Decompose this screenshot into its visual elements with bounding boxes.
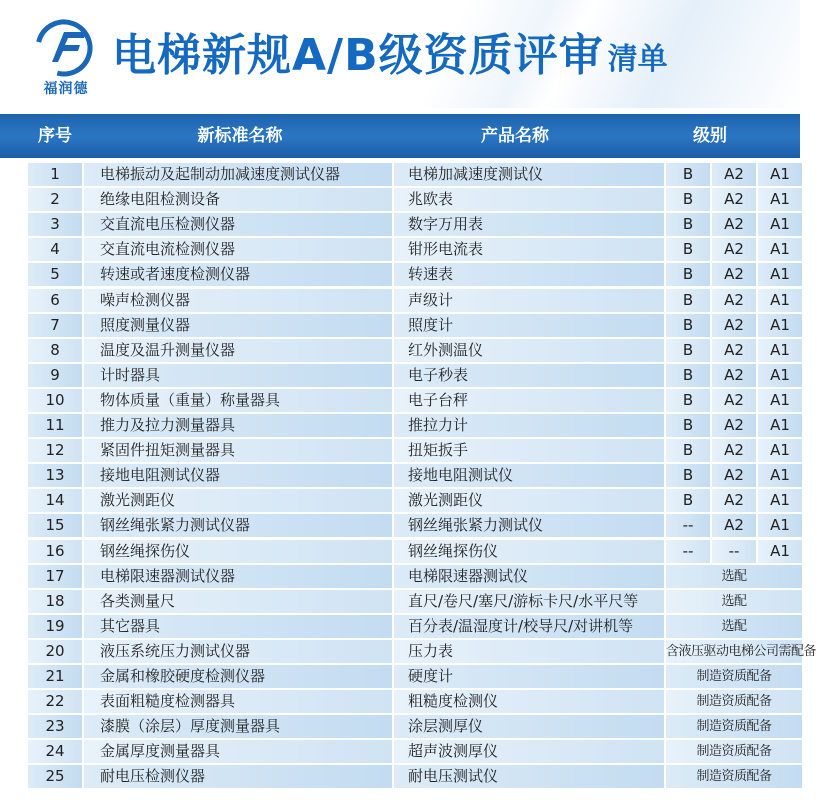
table-row [28,564,774,589]
level-b: B [666,339,710,362]
level-note: 制造资质配备 [666,740,802,763]
level-b: B [666,289,710,312]
table-row [28,413,790,438]
table-row [28,689,774,714]
title-main: 电梯新规A/B级资质评审 [112,30,604,81]
level-a1: A1 [758,414,802,437]
table-row [28,438,790,463]
standard-name: 交直流电压检测仪器 [84,213,392,236]
standard-name: 推力及拉力测量器具 [84,414,392,437]
standard-name: 照度测量仪器 [84,314,392,337]
product-name: 涂层测厚仪 [394,715,664,738]
row-number: 24 [28,740,82,763]
level-a1: A1 [758,464,802,487]
table-row [28,388,790,413]
level-a2: -- [712,540,756,563]
table-row [28,162,790,187]
table-row [28,513,790,538]
row-number: 5 [28,263,82,286]
level-note: 选配 [666,565,802,588]
row-number: 19 [28,615,82,638]
row-number: 13 [28,464,82,487]
logo-text: 福润德 [43,81,89,97]
row-number: 16 [28,540,82,563]
product-name: 照度计 [394,314,664,337]
standard-name: 转速或者速度检测仪器 [84,263,392,286]
standard-name: 钢丝绳探伤仪 [84,540,392,563]
table-row [28,338,790,363]
standard-name: 金属厚度测量器具 [84,740,392,763]
row-number: 12 [28,439,82,462]
page-header [0,0,800,108]
product-name: 钢丝绳探伤仪 [394,540,664,563]
level-note: 选配 [666,615,802,638]
row-number: 23 [28,715,82,738]
col-header-product: 产品名称 [481,126,549,146]
level-b: -- [666,540,710,563]
standard-name: 表面粗糙度检测器具 [84,690,392,713]
standard-name: 噪声检测仪器 [84,289,392,312]
level-b: B [666,314,710,337]
standard-name: 其它器具 [84,615,392,638]
level-a2: A2 [712,339,756,362]
row-number: 21 [28,665,82,688]
product-name: 钳形电流表 [394,238,664,261]
row-number: 20 [28,640,82,663]
title-suffix: 清单 [607,42,668,77]
standard-name: 电梯振动及起制动加减速度测试仪器 [84,163,392,186]
product-name: 红外测温仪 [394,339,664,362]
level-a1: A1 [758,364,802,387]
col-header-level: 级别 [693,126,727,146]
level-b: B [666,263,710,286]
standard-name: 各类测量尺 [84,590,392,613]
row-number: 2 [28,188,82,211]
level-a1: A1 [758,339,802,362]
level-a2: A2 [712,514,756,537]
level-a1: A1 [758,514,802,537]
table-row [28,363,790,388]
product-name: 激光测距仪 [394,489,664,512]
product-name: 推拉力计 [394,414,664,437]
standard-name: 电梯限速器测试仪器 [84,565,392,588]
table-row [28,488,790,513]
level-a1: A1 [758,188,802,211]
level-note: 制造资质配备 [666,715,802,738]
standard-name: 绝缘电阻检测设备 [84,188,392,211]
row-number: 15 [28,514,82,537]
logo-icon [34,18,98,76]
table-header [0,114,800,158]
col-header-name: 新标准名称 [197,126,283,146]
standard-name: 液压系统压力测试仪器 [84,640,392,663]
standard-name: 紧固件扭矩测量器具 [84,439,392,462]
level-a2: A2 [712,464,756,487]
level-a2: A2 [712,364,756,387]
table-row [28,764,774,789]
level-a2: A2 [712,188,756,211]
table-row [28,639,816,664]
level-a2: A2 [712,213,756,236]
level-a1: A1 [758,238,802,261]
level-a2: A2 [712,489,756,512]
level-a2: A2 [712,389,756,412]
level-b: B [666,489,710,512]
level-b: B [666,439,710,462]
product-name: 接地电阻测试仪 [394,464,664,487]
row-number: 8 [28,339,82,362]
table-row [28,187,790,212]
product-name: 超声波测厚仪 [394,740,664,763]
product-name: 数字万用表 [394,213,664,236]
level-note: 制造资质配备 [666,765,802,788]
row-number: 25 [28,765,82,788]
level-b: B [666,238,710,261]
level-a1: A1 [758,213,802,236]
level-b: B [666,464,710,487]
standard-name: 漆膜（涂层）厚度测量器具 [84,715,392,738]
product-name: 扭矩扳手 [394,439,664,462]
product-name: 电子秒表 [394,364,664,387]
table-row [28,539,790,564]
level-a1: A1 [758,439,802,462]
product-name: 钢丝绳张紧力测试仪 [394,514,664,537]
level-note: 制造资质配备 [666,690,802,713]
level-a2: A2 [712,238,756,261]
level-a1: A1 [758,489,802,512]
standard-name: 耐电压检测仪器 [84,765,392,788]
product-name: 百分表/温湿度计/校导尺/对讲机等 [394,615,664,638]
product-name: 压力表 [394,640,664,663]
level-b: B [666,364,710,387]
product-name: 直尺/卷尺/塞尺/游标卡尺/水平尺等 [394,590,664,613]
col-header-no: 序号 [38,126,72,146]
product-name: 硬度计 [394,665,664,688]
table-row [28,714,774,739]
level-a2: A2 [712,314,756,337]
level-b: B [666,389,710,412]
product-name: 兆欧表 [394,188,664,211]
level-a1: A1 [758,263,802,286]
company-logo [34,18,98,102]
standard-name: 交直流电流检测仪器 [84,238,392,261]
standard-name: 物体质量（重量）称量器具 [84,389,392,412]
level-note: 选配 [666,590,802,613]
product-name: 粗糙度检测仪 [394,690,664,713]
product-name: 声级计 [394,289,664,312]
row-number: 1 [28,163,82,186]
standard-name: 钢丝绳张紧力测试仪器 [84,514,392,537]
level-b: -- [666,514,710,537]
table-row [28,664,774,689]
product-name: 电梯加减速度测试仪 [394,163,664,186]
page-title [112,24,668,84]
product-name: 耐电压测试仪 [394,765,664,788]
level-a2: A2 [712,289,756,312]
product-name: 电子台秤 [394,389,664,412]
row-number: 22 [28,690,82,713]
table-row [28,739,774,764]
level-a1: A1 [758,163,802,186]
table-row [28,262,790,287]
table-row [28,313,790,338]
checklist-table [28,162,816,790]
row-number: 4 [28,238,82,261]
row-number: 14 [28,489,82,512]
row-number: 7 [28,314,82,337]
level-b: B [666,414,710,437]
level-a2: A2 [712,163,756,186]
row-number: 17 [28,565,82,588]
table-row [28,212,790,237]
level-a1: A1 [758,389,802,412]
table-row [28,589,774,614]
product-name: 电梯限速器测试仪 [394,565,664,588]
level-b: B [666,188,710,211]
standard-name: 金属和橡胶硬度检测仪器 [84,665,392,688]
level-a2: A2 [712,439,756,462]
row-number: 10 [28,389,82,412]
table-row [28,614,774,639]
standard-name: 激光测距仪 [84,489,392,512]
level-a2: A2 [712,414,756,437]
row-number: 18 [28,590,82,613]
row-number: 9 [28,364,82,387]
level-note: 含液压驱动电梯公司需配备 [666,640,802,663]
level-a1: A1 [758,314,802,337]
table-row [28,288,790,313]
level-a2: A2 [712,263,756,286]
row-number: 11 [28,414,82,437]
level-b: B [666,163,710,186]
standard-name: 温度及温升测量仪器 [84,339,392,362]
product-name: 转速表 [394,263,664,286]
table-row [28,237,790,262]
standard-name: 接地电阻测试仪器 [84,464,392,487]
level-b: B [666,213,710,236]
standard-name: 计时器具 [84,364,392,387]
table-row [28,463,790,488]
level-a1: A1 [758,289,802,312]
row-number: 6 [28,289,82,312]
level-a1: A1 [758,540,802,563]
row-number: 3 [28,213,82,236]
level-note: 制造资质配备 [666,665,802,688]
